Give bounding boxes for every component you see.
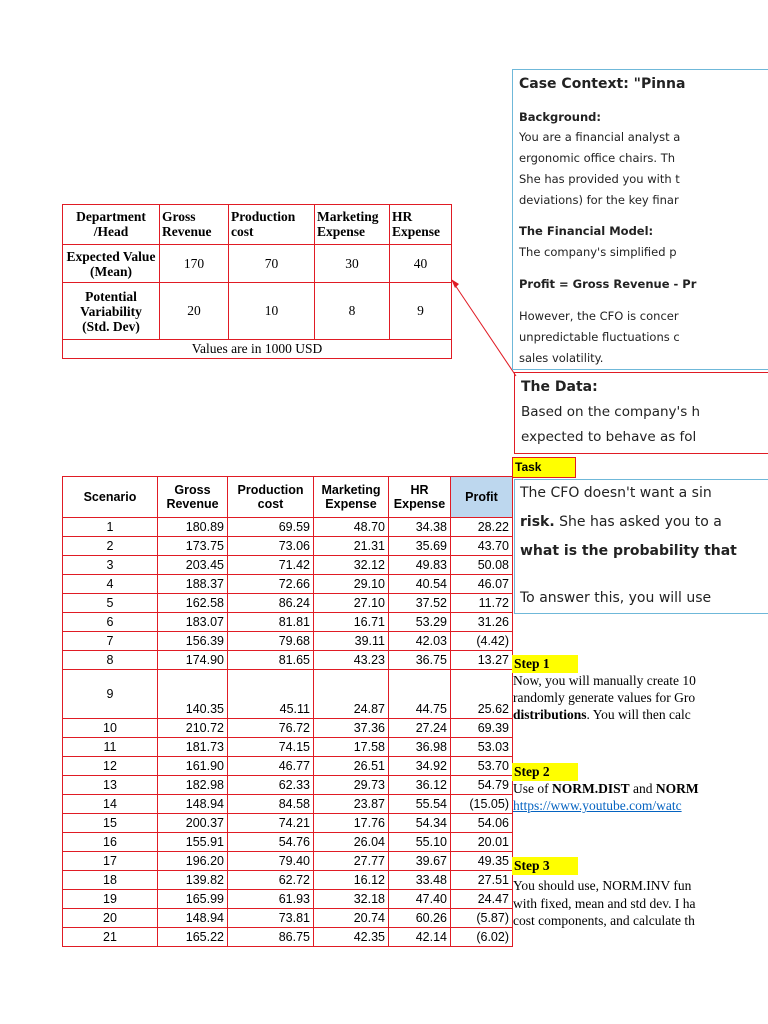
table-cell: 196.20 xyxy=(158,852,228,871)
step-2-mid: and xyxy=(629,781,656,796)
table-row xyxy=(63,575,513,594)
scenario-number: 7 xyxy=(63,632,158,651)
table-cell: 203.45 xyxy=(158,556,228,575)
background-line: ergonomic office chairs. Th xyxy=(519,151,676,165)
step-1-label: Step 1 xyxy=(512,655,578,673)
dept-row-label-std-dev: Potential Variability (Std. Dev) xyxy=(63,283,160,340)
table-cell: 148.94 xyxy=(158,795,228,814)
task-label: Task xyxy=(512,457,576,478)
table-row xyxy=(63,537,513,556)
table-cell: 45.11 xyxy=(228,670,314,719)
background-line: You are a financial analyst a xyxy=(519,130,681,144)
table-cell: 55.10 xyxy=(389,833,451,852)
step-2-line xyxy=(513,781,768,797)
table-cell: 40.54 xyxy=(389,575,451,594)
table-cell: (15.05) xyxy=(451,795,513,814)
table-row xyxy=(63,651,513,670)
case-context-panel xyxy=(512,69,768,370)
table-cell: 54.76 xyxy=(228,833,314,852)
dept-header-gross-revenue: Gross Revenue xyxy=(160,205,229,245)
table-row xyxy=(63,613,513,632)
table-cell: 140.35 xyxy=(158,670,228,719)
table-row xyxy=(63,871,513,890)
scenario-table xyxy=(62,476,513,947)
dept-header-production-cost: Production cost xyxy=(229,205,315,245)
distributions-bold: distributions xyxy=(513,707,587,722)
table-row xyxy=(63,852,513,871)
dept-cell: 40 xyxy=(390,245,452,283)
table-row xyxy=(63,757,513,776)
scenario-number: 11 xyxy=(63,738,158,757)
table-row xyxy=(63,719,513,738)
task-line xyxy=(520,514,722,530)
table-cell: 33.48 xyxy=(389,871,451,890)
table-cell: 49.35 xyxy=(451,852,513,871)
dept-row-label-mean: Expected Value (Mean) xyxy=(63,245,160,283)
table-cell: 188.37 xyxy=(158,575,228,594)
table-cell: 13.27 xyxy=(451,651,513,670)
table-cell: 31.26 xyxy=(451,613,513,632)
table-cell: 42.03 xyxy=(389,632,451,651)
table-cell: 29.10 xyxy=(314,575,389,594)
norm-inv-bold: NORM xyxy=(655,781,699,796)
table-cell: (5.87) xyxy=(451,909,513,928)
department-table xyxy=(62,204,452,359)
youtube-link[interactable]: https://www.youtube.com/watc xyxy=(513,798,682,813)
table-cell: 49.83 xyxy=(389,556,451,575)
scenario-number: 16 xyxy=(63,833,158,852)
scenario-number: 15 xyxy=(63,814,158,833)
task-line-rest: She has asked you to a xyxy=(554,514,722,530)
table-row xyxy=(63,670,513,719)
table-cell: 81.81 xyxy=(228,613,314,632)
table-row xyxy=(63,928,513,947)
table-cell: 55.54 xyxy=(389,795,451,814)
table-cell: 47.40 xyxy=(389,890,451,909)
table-cell: 156.39 xyxy=(158,632,228,651)
step-3-line: with fixed, mean and std dev. I ha xyxy=(513,896,696,911)
scenario-number: 9 xyxy=(63,670,158,719)
table-cell: 11.72 xyxy=(451,594,513,613)
table-cell: (6.02) xyxy=(451,928,513,947)
table-cell: 181.73 xyxy=(158,738,228,757)
scenario-number: 20 xyxy=(63,909,158,928)
table-cell: 86.75 xyxy=(228,928,314,947)
table-cell: 42.35 xyxy=(314,928,389,947)
data-panel xyxy=(514,372,768,454)
table-cell: 79.68 xyxy=(228,632,314,651)
scenario-number: 21 xyxy=(63,928,158,947)
step-3-label: Step 3 xyxy=(512,857,578,875)
table-cell: 27.24 xyxy=(389,719,451,738)
scenario-header-scenario: Scenario xyxy=(63,477,158,518)
table-cell: 54.06 xyxy=(451,814,513,833)
table-cell: 25.62 xyxy=(451,670,513,719)
task-panel xyxy=(514,479,768,614)
table-cell: 26.04 xyxy=(314,833,389,852)
table-cell: 173.75 xyxy=(158,537,228,556)
table-cell: 32.18 xyxy=(314,890,389,909)
table-row xyxy=(63,776,513,795)
table-cell: 62.72 xyxy=(228,871,314,890)
table-cell: 86.24 xyxy=(228,594,314,613)
table-cell: 27.77 xyxy=(314,852,389,871)
table-cell: 73.06 xyxy=(228,537,314,556)
table-cell: 60.26 xyxy=(389,909,451,928)
table-cell: 183.07 xyxy=(158,613,228,632)
scenario-header-profit: Profit xyxy=(451,477,513,518)
concern-line: unpredictable fluctuations c xyxy=(519,330,680,344)
scenario-number: 1 xyxy=(63,518,158,537)
scenario-number: 17 xyxy=(63,852,158,871)
table-cell: 36.12 xyxy=(389,776,451,795)
financial-model-heading: The Financial Model: xyxy=(519,224,654,238)
table-cell: 139.82 xyxy=(158,871,228,890)
table-cell: 161.90 xyxy=(158,757,228,776)
table-cell: 72.66 xyxy=(228,575,314,594)
dept-cell: 70 xyxy=(229,245,315,283)
table-cell: 69.39 xyxy=(451,719,513,738)
task-risk-bold: risk. xyxy=(520,514,555,530)
table-cell: 76.72 xyxy=(228,719,314,738)
table-cell: 20.74 xyxy=(314,909,389,928)
dept-cell: 30 xyxy=(315,245,390,283)
table-row xyxy=(63,890,513,909)
table-cell: 48.70 xyxy=(314,518,389,537)
concern-line: However, the CFO is concer xyxy=(519,309,679,323)
scenario-number: 3 xyxy=(63,556,158,575)
table-cell: 17.58 xyxy=(314,738,389,757)
table-cell: 37.36 xyxy=(314,719,389,738)
task-line: The CFO doesn't want a sin xyxy=(520,485,712,501)
scenario-number: 14 xyxy=(63,795,158,814)
dept-cell: 10 xyxy=(229,283,315,340)
table-cell: 34.92 xyxy=(389,757,451,776)
table-cell: 32.12 xyxy=(314,556,389,575)
table-cell: 46.77 xyxy=(228,757,314,776)
background-line: She has provided you with t xyxy=(519,172,680,186)
table-cell: (4.42) xyxy=(451,632,513,651)
step-3-line: cost components, and calculate th xyxy=(513,913,695,928)
dept-cell: 8 xyxy=(315,283,390,340)
table-cell: 16.71 xyxy=(314,613,389,632)
table-cell: 69.59 xyxy=(228,518,314,537)
table-cell: 43.70 xyxy=(451,537,513,556)
step-1-line-rest: . You will then calc xyxy=(586,707,691,722)
table-cell: 81.65 xyxy=(228,651,314,670)
table-cell: 36.98 xyxy=(389,738,451,757)
table-cell: 26.51 xyxy=(314,757,389,776)
table-row xyxy=(63,632,513,651)
scenario-number: 4 xyxy=(63,575,158,594)
table-cell: 155.91 xyxy=(158,833,228,852)
data-panel-title: The Data: xyxy=(521,379,598,395)
table-cell: 148.94 xyxy=(158,909,228,928)
dept-footnote: Values are in 1000 USD xyxy=(63,340,452,359)
table-row xyxy=(63,594,513,613)
scenario-number: 5 xyxy=(63,594,158,613)
table-row xyxy=(63,814,513,833)
table-cell: 50.08 xyxy=(451,556,513,575)
scenario-header-production-cost: Production cost xyxy=(228,477,314,518)
table-cell: 42.14 xyxy=(389,928,451,947)
table-cell: 27.51 xyxy=(451,871,513,890)
task-question: what is the probability that xyxy=(520,543,737,559)
table-row xyxy=(63,518,513,537)
table-cell: 17.76 xyxy=(314,814,389,833)
table-cell: 180.89 xyxy=(158,518,228,537)
scenario-header-marketing-expense: Marketing Expense xyxy=(314,477,389,518)
table-cell: 23.87 xyxy=(314,795,389,814)
scenario-table-body xyxy=(63,518,513,947)
scenario-header-gross-revenue: Gross Revenue xyxy=(158,477,228,518)
step-2-label: Step 2 xyxy=(512,763,578,781)
table-cell: 44.75 xyxy=(389,670,451,719)
table-cell: 53.29 xyxy=(389,613,451,632)
background-line: deviations) for the key finar xyxy=(519,193,679,207)
scenario-number: 6 xyxy=(63,613,158,632)
step-1-line: randomly generate values for Gro xyxy=(513,690,696,705)
scenario-number: 12 xyxy=(63,757,158,776)
task-line: To answer this, you will use xyxy=(520,590,712,606)
table-row xyxy=(63,909,513,928)
background-heading: Background: xyxy=(519,110,601,124)
table-cell: 39.67 xyxy=(389,852,451,871)
table-cell: 53.70 xyxy=(451,757,513,776)
table-row xyxy=(63,556,513,575)
table-cell: 210.72 xyxy=(158,719,228,738)
table-cell: 54.34 xyxy=(389,814,451,833)
table-cell: 20.01 xyxy=(451,833,513,852)
table-cell: 36.75 xyxy=(389,651,451,670)
dept-header-department: Department /Head xyxy=(63,205,160,245)
dept-cell: 170 xyxy=(160,245,229,283)
scenario-number: 19 xyxy=(63,890,158,909)
concern-line: sales volatility. xyxy=(519,351,604,365)
table-cell: 74.21 xyxy=(228,814,314,833)
table-cell: 37.52 xyxy=(389,594,451,613)
dept-cell: 9 xyxy=(390,283,452,340)
table-cell: 24.87 xyxy=(314,670,389,719)
table-cell: 61.93 xyxy=(228,890,314,909)
data-panel-line: expected to behave as fol xyxy=(521,429,697,445)
table-cell: 79.40 xyxy=(228,852,314,871)
step-3-line: You should use, NORM.INV fun xyxy=(513,878,692,893)
table-cell: 35.69 xyxy=(389,537,451,556)
scenario-number: 8 xyxy=(63,651,158,670)
table-cell: 73.81 xyxy=(228,909,314,928)
table-cell: 43.23 xyxy=(314,651,389,670)
table-cell: 27.10 xyxy=(314,594,389,613)
table-cell: 16.12 xyxy=(314,871,389,890)
table-cell: 165.99 xyxy=(158,890,228,909)
data-panel-line: Based on the company's h xyxy=(521,404,701,420)
table-cell: 162.58 xyxy=(158,594,228,613)
dept-header-marketing-expense: Marketing Expense xyxy=(315,205,390,245)
table-row xyxy=(63,833,513,852)
table-cell: 182.98 xyxy=(158,776,228,795)
table-cell: 39.11 xyxy=(314,632,389,651)
table-cell: 62.33 xyxy=(228,776,314,795)
dept-header-hr-expense: HR Expense xyxy=(390,205,452,245)
table-cell: 21.31 xyxy=(314,537,389,556)
table-cell: 165.22 xyxy=(158,928,228,947)
scenario-number: 10 xyxy=(63,719,158,738)
dept-cell: 20 xyxy=(160,283,229,340)
table-cell: 28.22 xyxy=(451,518,513,537)
table-row xyxy=(63,738,513,757)
table-cell: 29.73 xyxy=(314,776,389,795)
financial-model-line: The company's simplified p xyxy=(519,245,677,259)
profit-formula: Profit = Gross Revenue - Pr xyxy=(519,277,697,291)
norm-dist-bold: NORM.DIST xyxy=(552,781,630,796)
step-2-prefix: Use of xyxy=(513,781,552,796)
step-1-line: Now, you will manually create 10 xyxy=(513,673,696,688)
step-1-line xyxy=(513,707,768,723)
table-cell: 53.03 xyxy=(451,738,513,757)
scenario-number: 2 xyxy=(63,537,158,556)
table-cell: 74.15 xyxy=(228,738,314,757)
table-cell: 46.07 xyxy=(451,575,513,594)
case-context-title: Case Context: "Pinna xyxy=(519,76,686,92)
table-row xyxy=(63,795,513,814)
scenario-header-hr-expense: HR Expense xyxy=(389,477,451,518)
scenario-number: 13 xyxy=(63,776,158,795)
table-cell: 54.79 xyxy=(451,776,513,795)
table-cell: 71.42 xyxy=(228,556,314,575)
table-cell: 174.90 xyxy=(158,651,228,670)
table-cell: 24.47 xyxy=(451,890,513,909)
scenario-number: 18 xyxy=(63,871,158,890)
table-cell: 200.37 xyxy=(158,814,228,833)
table-cell: 34.38 xyxy=(389,518,451,537)
table-cell: 84.58 xyxy=(228,795,314,814)
